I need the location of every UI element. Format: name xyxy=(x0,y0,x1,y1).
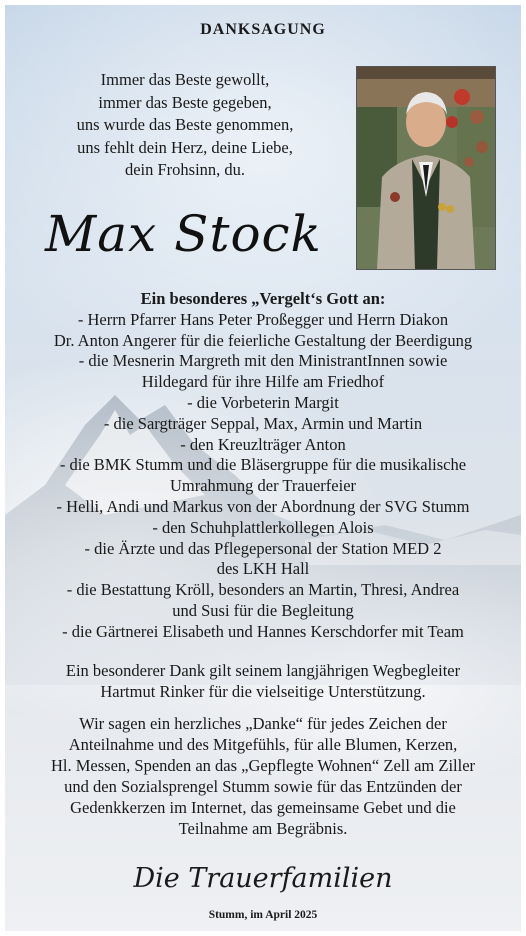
general-thanks-paragraph xyxy=(15,713,511,839)
poem-line: Immer das Beste gewollt, xyxy=(100,70,270,89)
poem-line: immer das Beste gegeben, xyxy=(98,92,272,112)
paragraph-line: Teilnahme am Begräbnis. xyxy=(178,819,348,838)
thanks-line: - die BMK Stumm und die Bläsergruppe für die musikalische xyxy=(59,455,467,475)
thanks-line: Dr. Anton Angerer für die feierliche Gestaltung der Beerdigung xyxy=(53,330,473,350)
poem-line: uns wurde das Beste genommen, xyxy=(76,115,294,134)
thanks-line: - den Kreuzlträger Anton xyxy=(180,434,346,454)
thanks-line: - die Sargträger Seppal, Max, Armin und Martin xyxy=(103,413,423,433)
thanks-line: - Helli, Andi und Markus von der Abordnung der SVG Stumm xyxy=(56,496,470,516)
thanks-line: - die Vorbeterin Margit xyxy=(187,392,339,412)
thanks-line: - den Schuhplattlerkollegen Alois xyxy=(152,517,374,537)
thanks-line: - die Ärzte und das Pflegepersonal der Station MED 2 xyxy=(84,538,442,558)
thanks-line: des LKH Hall xyxy=(216,559,310,579)
thanks-line: - die Mesnerin Margreth mit den MinistrantInnen sowie xyxy=(78,351,448,371)
poem-line: uns fehlt dein Herz, deine Liebe, xyxy=(77,137,293,157)
companion-thanks-paragraph xyxy=(15,660,511,702)
thanks-line: und Susi für die Begleitung xyxy=(172,600,354,620)
paragraph-line: Anteilnahme und des Mitgefühls, für alle Blumen, Kerzen, xyxy=(68,735,458,754)
thanks-list xyxy=(15,289,511,643)
paragraph-line: Hartmut Rinker für die vielseitige Unterstützung. xyxy=(100,682,426,701)
poem xyxy=(35,69,335,182)
paragraph-line: und den Sozialsprengel Stumm sowie für das Entzünden der xyxy=(64,777,462,796)
thanks-line: Umrahmung der Trauerfeier xyxy=(169,476,357,496)
thanks-line: - die Bestattung Kröll, besonders an Martin, Thresi, Andrea xyxy=(66,580,460,600)
paragraph-line: Hl. Messen, Spenden an das „Gepflegte Wohnen“ Zell am Ziller xyxy=(50,756,476,775)
portrait-photo xyxy=(356,66,496,270)
heading-title: DANKSAGUNG xyxy=(200,21,326,38)
thanks-line: - die Gärtnerei Elisabeth und Hannes Kerschdorfer mit Team xyxy=(62,621,464,641)
poem-line: dein Frohsinn, du. xyxy=(124,160,246,179)
paragraph-line: Ein besonderer Dank gilt seinem langjährigen Wegbegleiter xyxy=(65,661,461,680)
thanks-line: - Herrn Pfarrer Hans Peter Proßegger und Herrn Diakon xyxy=(77,309,449,329)
signature-family: Die Trauerfamilien xyxy=(133,863,393,894)
paragraph-line: Wir sagen ein herzliches „Danke“ für jedes Zeichen der xyxy=(79,714,447,733)
place-date: Stumm, im April 2025 xyxy=(208,909,318,921)
thanks-line: Hildegard für ihre Hilfe am Friedhof xyxy=(141,372,385,392)
thanks-heading: Ein besonderes „Vergelt‘s Gott an: xyxy=(140,289,386,308)
deceased-name: Max Stock xyxy=(45,205,322,263)
paragraph-line: Gedenkkerzen im Internet, das gemeinsame Gebet und die xyxy=(70,798,456,817)
